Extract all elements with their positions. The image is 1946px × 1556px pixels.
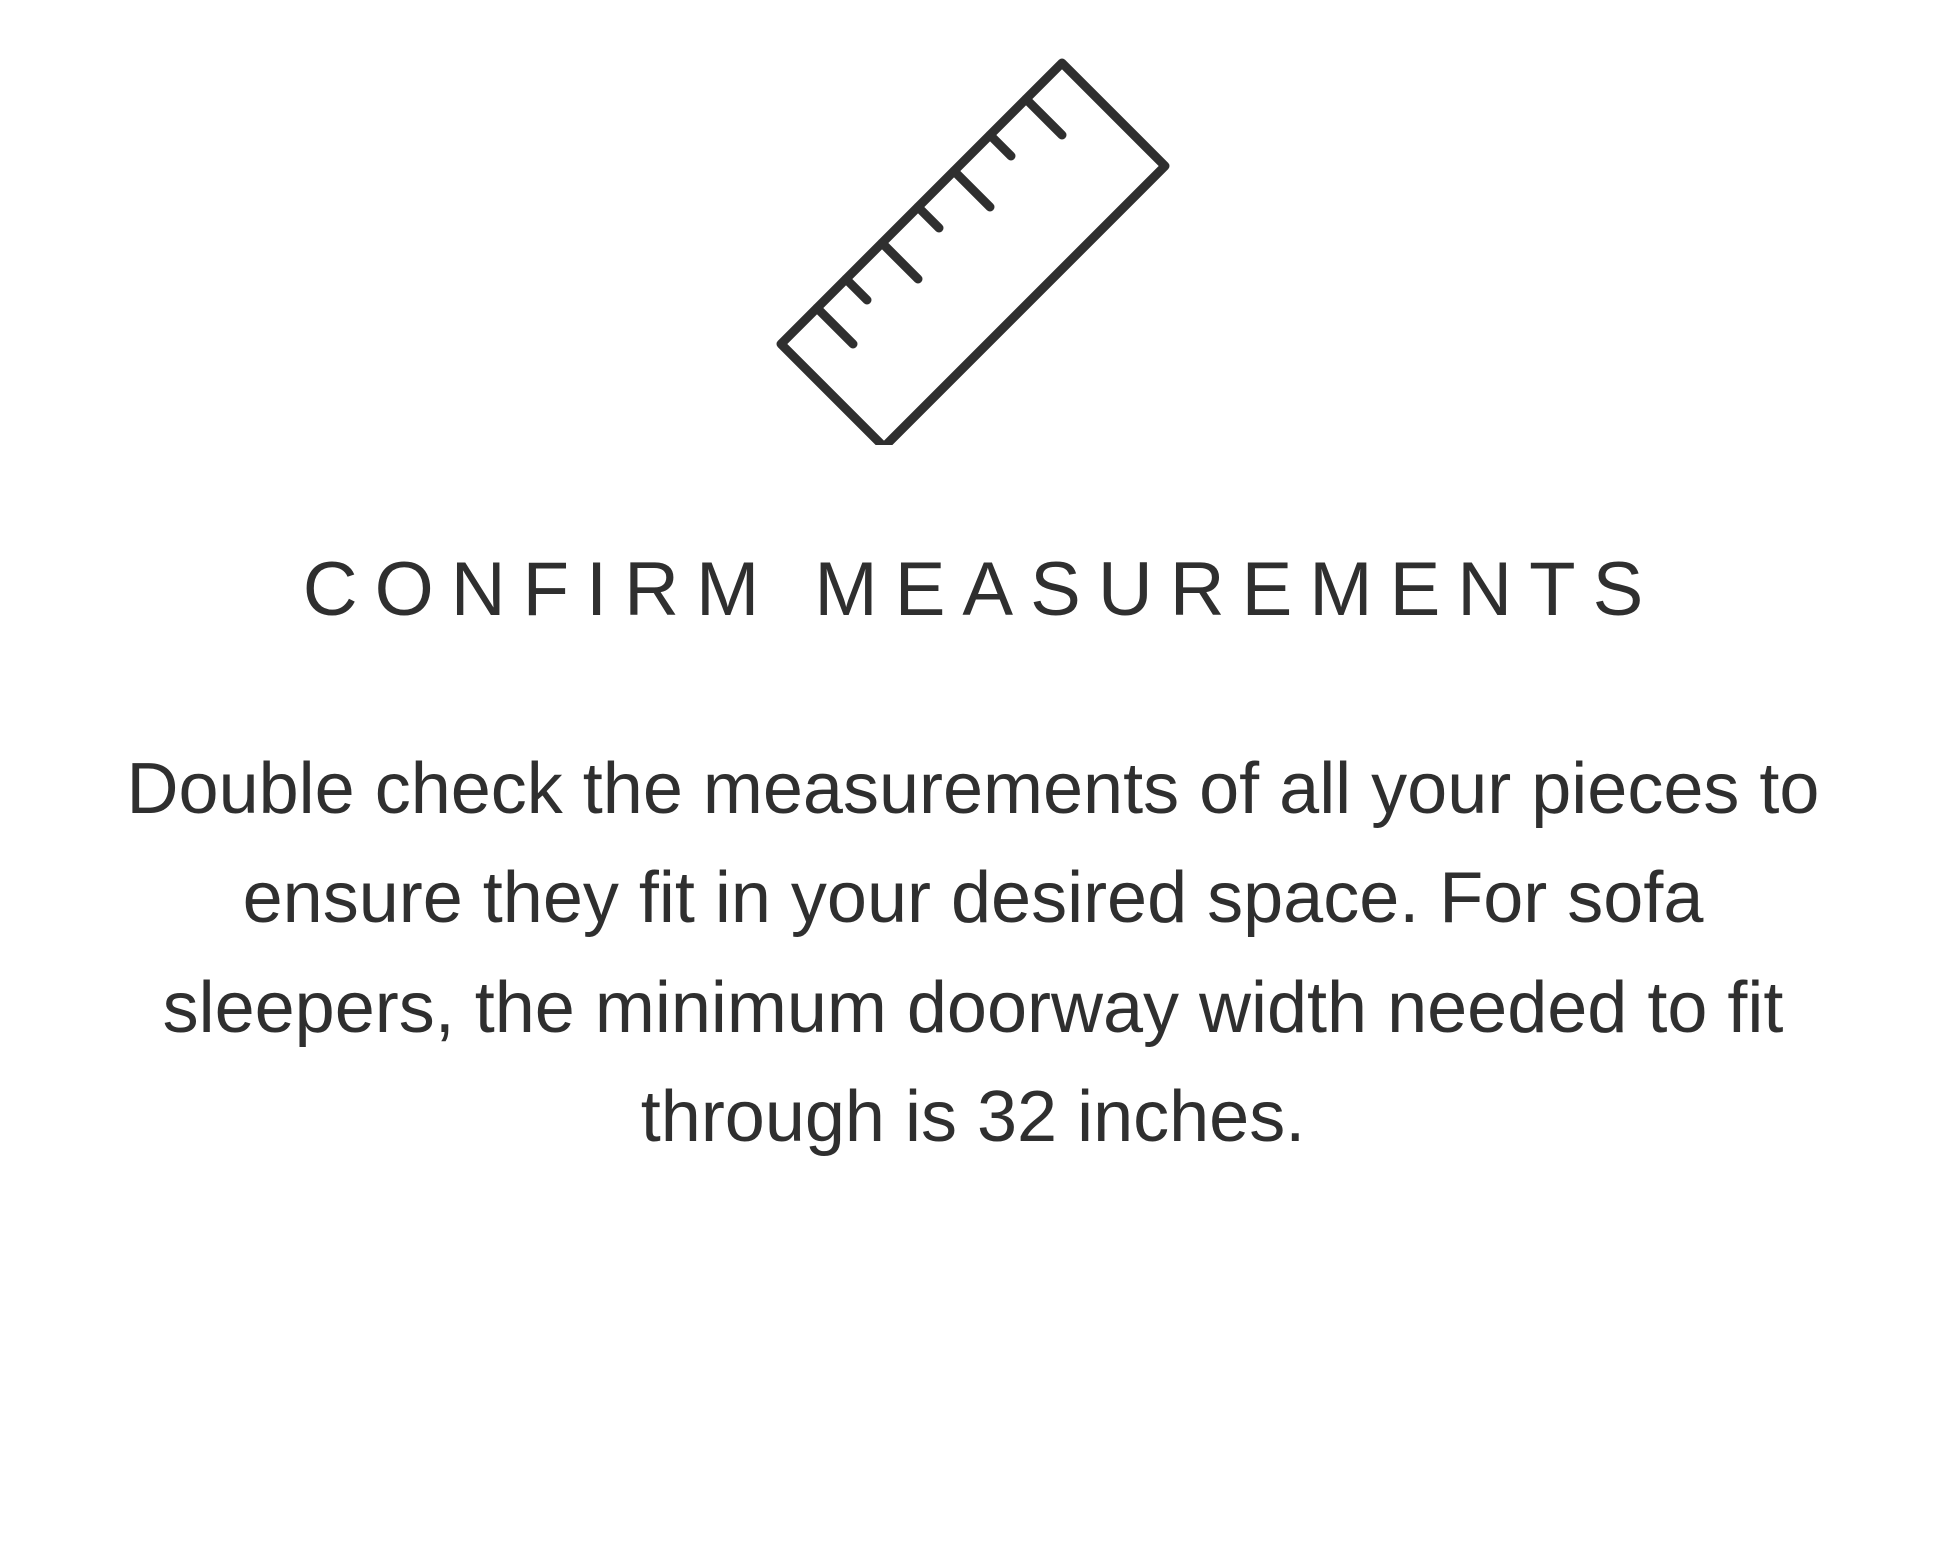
description-text: Double check the measurements of all your pieces to ensure they fit in your desired space. For sofa sleepers, the minimum doorway width needed to fit through is 32 inches. [126,748,1820,1158]
ruler-icon [763,50,1183,450]
page-title: CONFIRM MEASUREMENTS [302,547,1661,632]
